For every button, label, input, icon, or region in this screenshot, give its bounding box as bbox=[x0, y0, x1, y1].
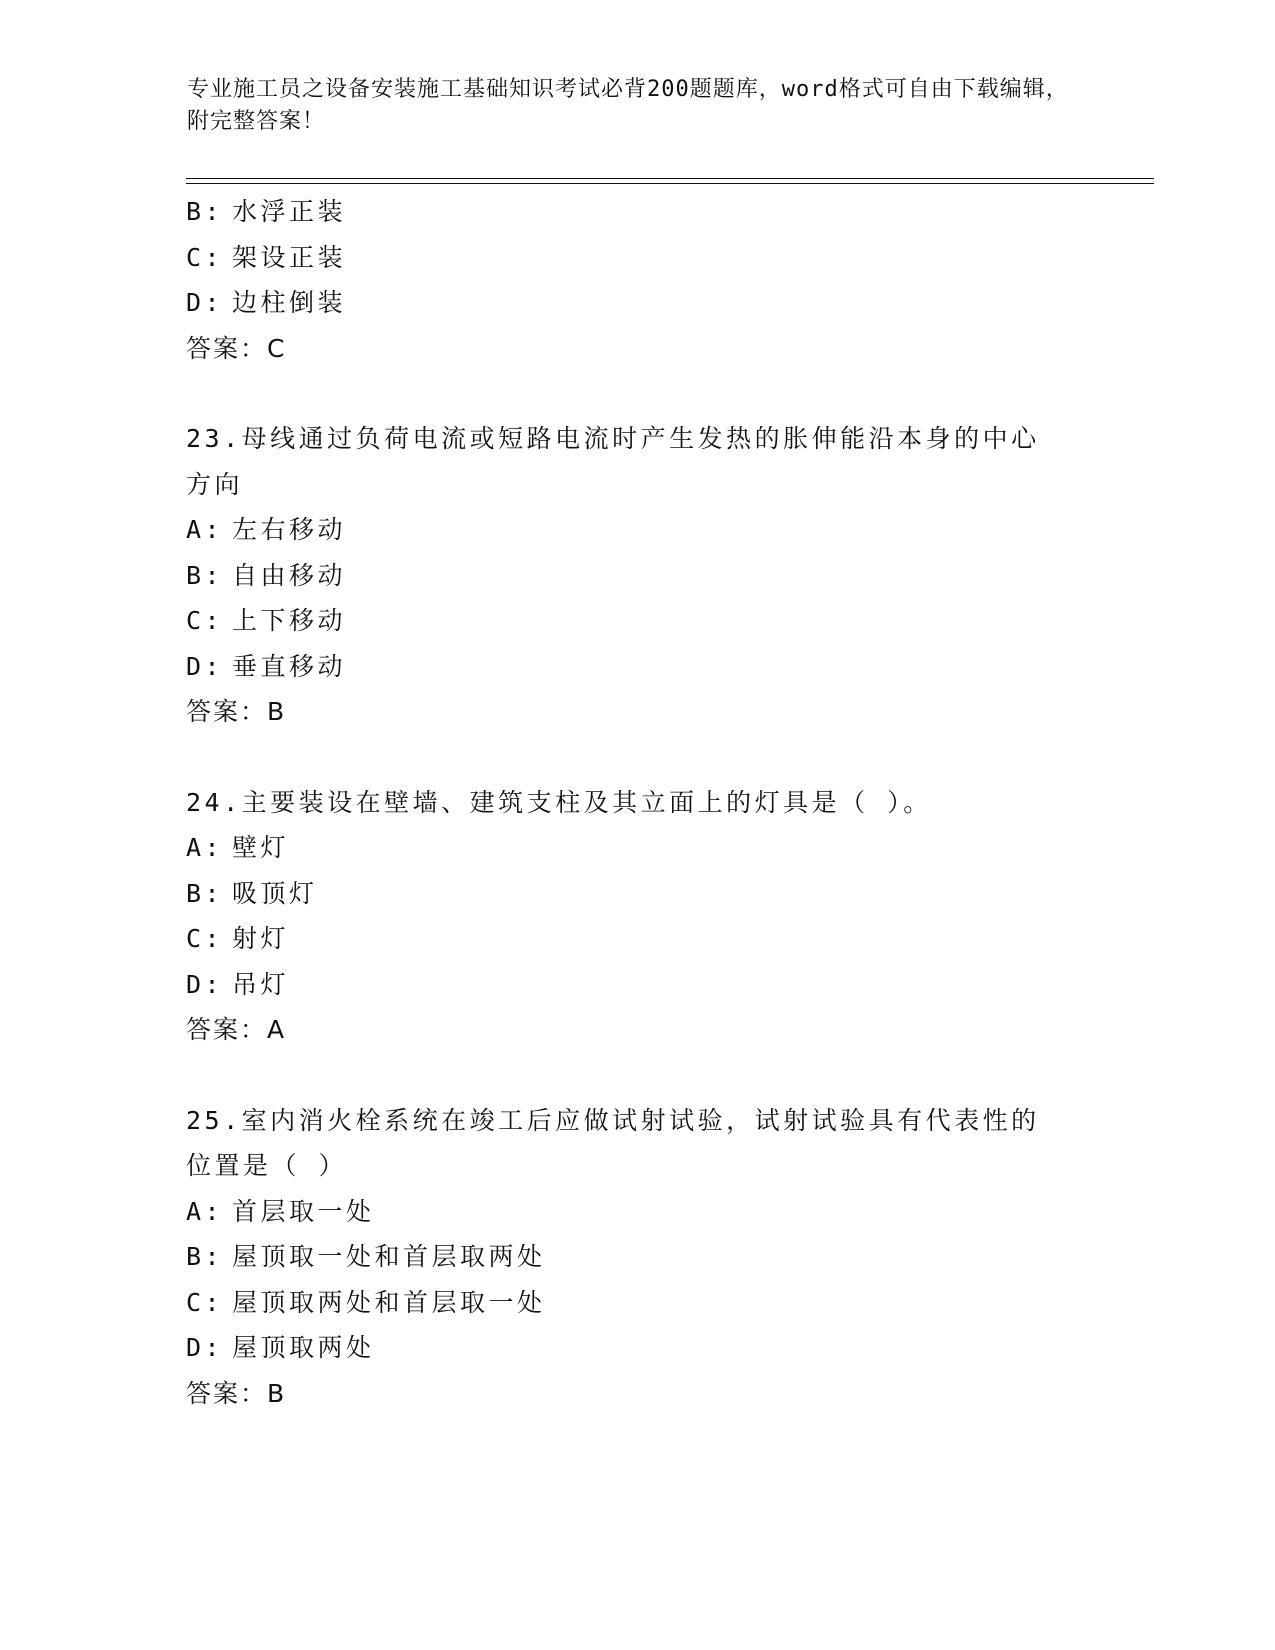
option-b: B: 水浮正装 bbox=[186, 197, 347, 226]
option-b: B: 屋顶取一处和首层取两处 bbox=[186, 1242, 546, 1271]
option-d: D: 吊灯 bbox=[186, 969, 290, 999]
option-b: B: 吸顶灯 bbox=[186, 878, 318, 908]
option-c: C: 架设正装 bbox=[186, 242, 347, 272]
option-b: B: 自由移动 bbox=[186, 560, 347, 590]
header-divider-bottom bbox=[186, 183, 1154, 184]
option-a: A: 首层取一处 bbox=[186, 1196, 375, 1226]
answer-line: 答案：B bbox=[186, 1378, 287, 1408]
option-c: C: 上下移动 bbox=[186, 606, 347, 635]
question-24 bbox=[186, 780, 1086, 1053]
question-22-continued bbox=[186, 189, 1086, 371]
question-23 bbox=[186, 416, 1086, 735]
header-divider-top bbox=[186, 178, 1154, 179]
option-d: D: 屋顶取两处 bbox=[186, 1333, 375, 1362]
option-d: D: 垂直移动 bbox=[186, 651, 347, 681]
question-list bbox=[186, 189, 1086, 1416]
option-c: C: 屋顶取两处和首层取一处 bbox=[186, 1287, 546, 1317]
option-d: D: 边柱倒装 bbox=[186, 288, 347, 317]
answer-line: 答案：C bbox=[186, 333, 287, 363]
question-stem: 23.母线通过负荷电流或短路电流时产生发热的胀伸能沿本身的中心方向 bbox=[186, 424, 1040, 499]
header-title: 专业施工员之设备安装施工基础知识考试必背200题题库，word格式可自由下载编辑，附完整答案！ bbox=[187, 77, 1069, 134]
question-25 bbox=[186, 1098, 1086, 1417]
option-a: A: 壁灯 bbox=[186, 833, 290, 862]
question-stem: 24.主要装设在壁墙、建筑支柱及其立面上的灯具是（ ）。 bbox=[186, 787, 932, 817]
document-header bbox=[187, 74, 1087, 138]
option-c: C: 射灯 bbox=[186, 924, 290, 953]
question-stem: 25.室内消火栓系统在竣工后应做试射试验，试射试验具有代表性的位置是（ ） bbox=[186, 1105, 1040, 1180]
option-a: A: 左右移动 bbox=[186, 515, 347, 544]
answer-line: 答案：A bbox=[186, 1015, 287, 1044]
answer-line: 答案：B bbox=[186, 697, 287, 726]
